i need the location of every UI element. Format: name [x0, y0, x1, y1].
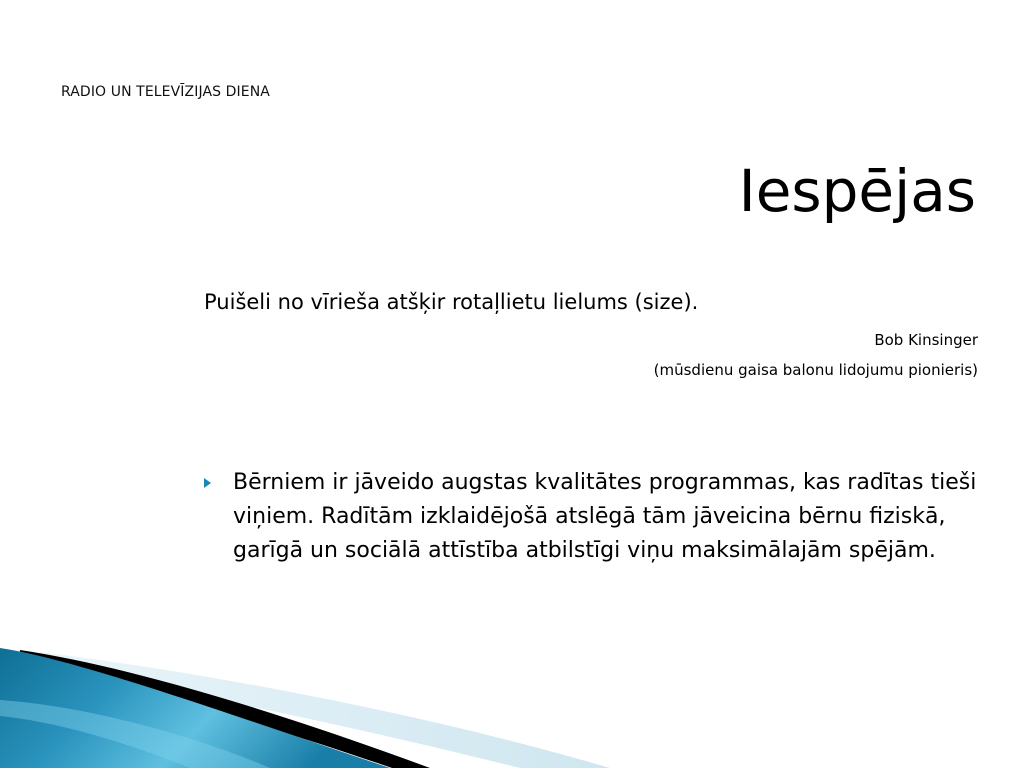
quote-text: Puišeli no vīrieša atšķir rotaļlietu lielums (size).	[204, 290, 699, 314]
wave-pale-band	[40, 652, 610, 768]
bullet-list	[204, 466, 994, 568]
triangle-right-icon	[204, 478, 211, 488]
bullet-item	[204, 466, 994, 568]
quote-author-role: (mūsdienu gaisa balonu lidojumu pionieris)	[653, 361, 978, 379]
wave-shine-band	[0, 700, 270, 768]
wave-black-band	[20, 650, 430, 768]
slide-title: Iespējas	[738, 157, 976, 225]
header-label: RADIO UN TELEVĪZIJAS DIENA	[61, 84, 270, 100]
bullet-text: Bērniem ir jāveido augstas kvalitātes programmas, kas radītas tieši viņiem. Radītām izklaidējošā atslēgā tām jāveicina bērnu fiziskā, garīgā un sociālā attīstība atbilstīgi viņu maksimālajām spējām.	[233, 470, 977, 563]
quote-author: Bob Kinsinger	[874, 331, 978, 349]
wave-blue-band	[0, 648, 390, 768]
